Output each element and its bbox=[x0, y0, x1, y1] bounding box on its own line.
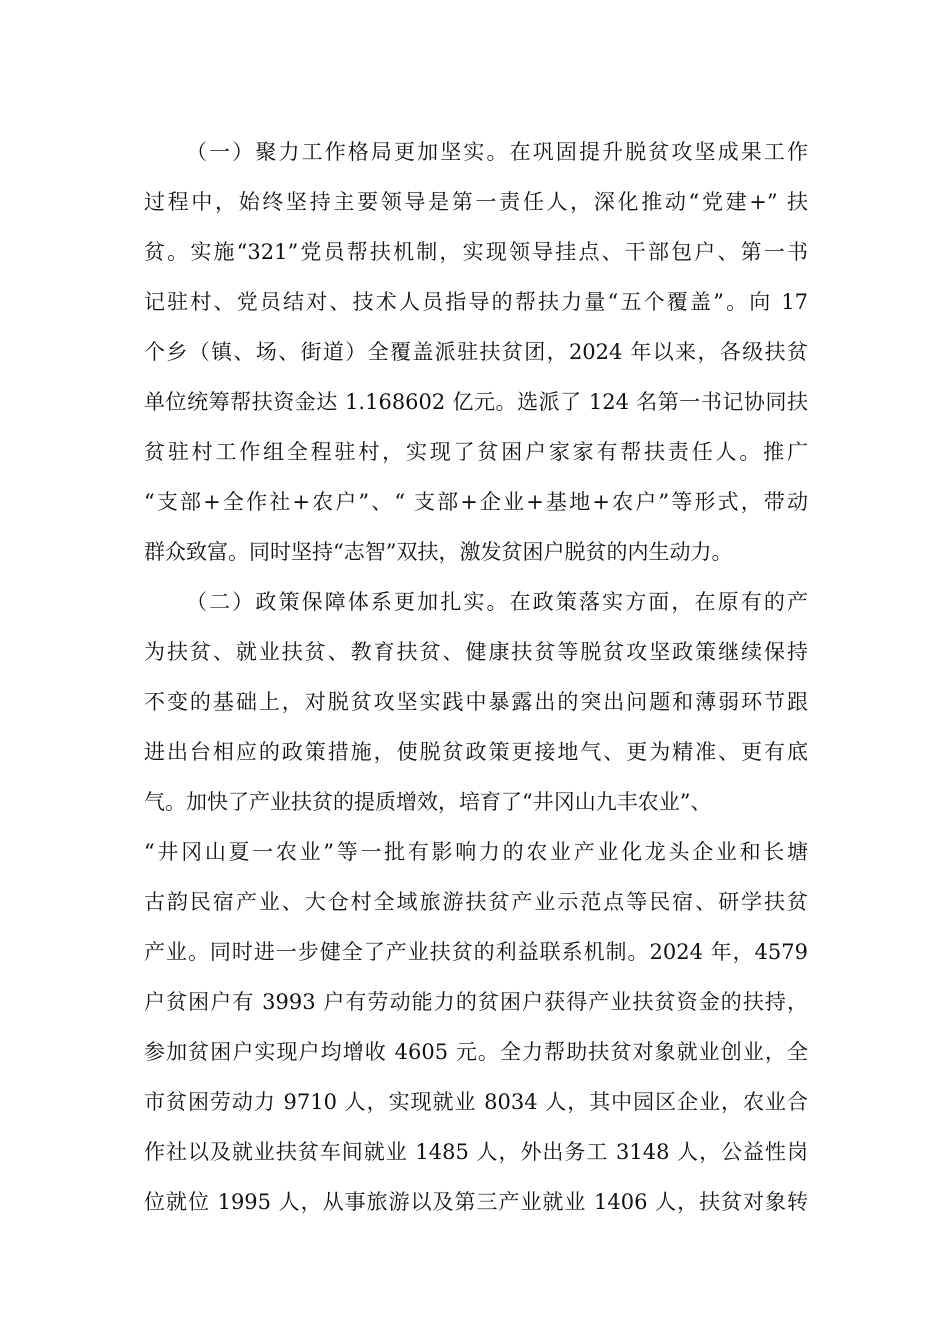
paragraph-1-line-5: 个乡（镇、场、街道）全覆盖派驻扶贫团，2024 年以来，各级扶贫 bbox=[144, 340, 808, 364]
paragraph-1-line-1: （一）聚力工作格局更加坚实。在巩固提升脱贫攻坚成果工作 bbox=[186, 140, 808, 164]
paragraph-2-line-1: （二）政策保障体系更加扎实。在政策落实方面，在原有的产 bbox=[186, 590, 808, 614]
paragraph-2-line-6: “井冈山夏一农业”等一批有影响力的农业产业化龙头企业和长塘 bbox=[144, 840, 808, 864]
paragraph-2-line-10: 参加贫困户实现户均增收 4605 元。全力帮助扶贫对象就业创业，全 bbox=[144, 1040, 808, 1064]
paragraph-2-line-7: 古韵民宿产业、大仓村全域旅游扶贫产业示范点等民宿、研学扶贫 bbox=[144, 890, 808, 914]
paragraph-2-line-3: 不变的基础上，对脱贫攻坚实践中暴露出的突出问题和薄弱环节跟 bbox=[144, 690, 808, 714]
paragraph-1-line-2: 过程中，始终坚持主要领导是第一责任人，深化推动“党建+” 扶 bbox=[144, 190, 808, 214]
paragraph-1-line-7: 贫驻村工作组全程驻村，实现了贫困户家家有帮扶责任人。推广 bbox=[144, 440, 808, 464]
paragraph-2-line-9: 户贫困户有 3993 户有劳动能力的贫困户获得产业扶贫资金的扶持， bbox=[144, 990, 808, 1014]
paragraph-2-line-8: 产业。同时进一步健全了产业扶贫的利益联系机制。2024 年，4579 bbox=[144, 940, 808, 964]
paragraph-2-line-4: 进出台相应的政策措施，使脱贫政策更接地气、更为精准、更有底 bbox=[144, 740, 808, 764]
paragraph-2-line-12: 作社以及就业扶贫车间就业 1485 人，外出务工 3148 人，公益性岗 bbox=[144, 1140, 808, 1164]
paragraph-2-line-13: 位就位 1995 人，从事旅游以及第三产业就业 1406 人，扶贫对象转 bbox=[144, 1190, 808, 1214]
paragraph-1-line-3: 贫。实施“321”党员帮扶机制，实现领导挂点、干部包户、第一书 bbox=[144, 240, 808, 264]
paragraph-1-line-6: 单位统筹帮扶资金达 1.168602 亿元。选派了 124 名第一书记协同扶 bbox=[144, 390, 808, 414]
paragraph-1-line-9: 群众致富。同时坚持“志智”双扶，激发贫困户脱贫的内生动力。 bbox=[144, 540, 733, 564]
paragraph-2-line-11: 市贫困劳动力 9710 人，实现就业 8034 人，其中园区企业，农业合 bbox=[144, 1090, 808, 1114]
paragraph-2-line-2: 为扶贫、就业扶贫、教育扶贫、健康扶贫等脱贫攻坚政策继续保持 bbox=[144, 640, 808, 664]
paragraph-1-line-8: “支部+全作社+农户”、“ 支部+企业+基地+农户”等形式，带动 bbox=[144, 490, 808, 514]
paragraph-1-line-4: 记驻村、党员结对、技术人员指导的帮扶力量“五个覆盖”。向 17 bbox=[144, 290, 808, 314]
paragraph-2-line-5: 气。加快了产业扶贫的提质增效，培育了“井冈山九丰农业”、 bbox=[144, 790, 712, 814]
